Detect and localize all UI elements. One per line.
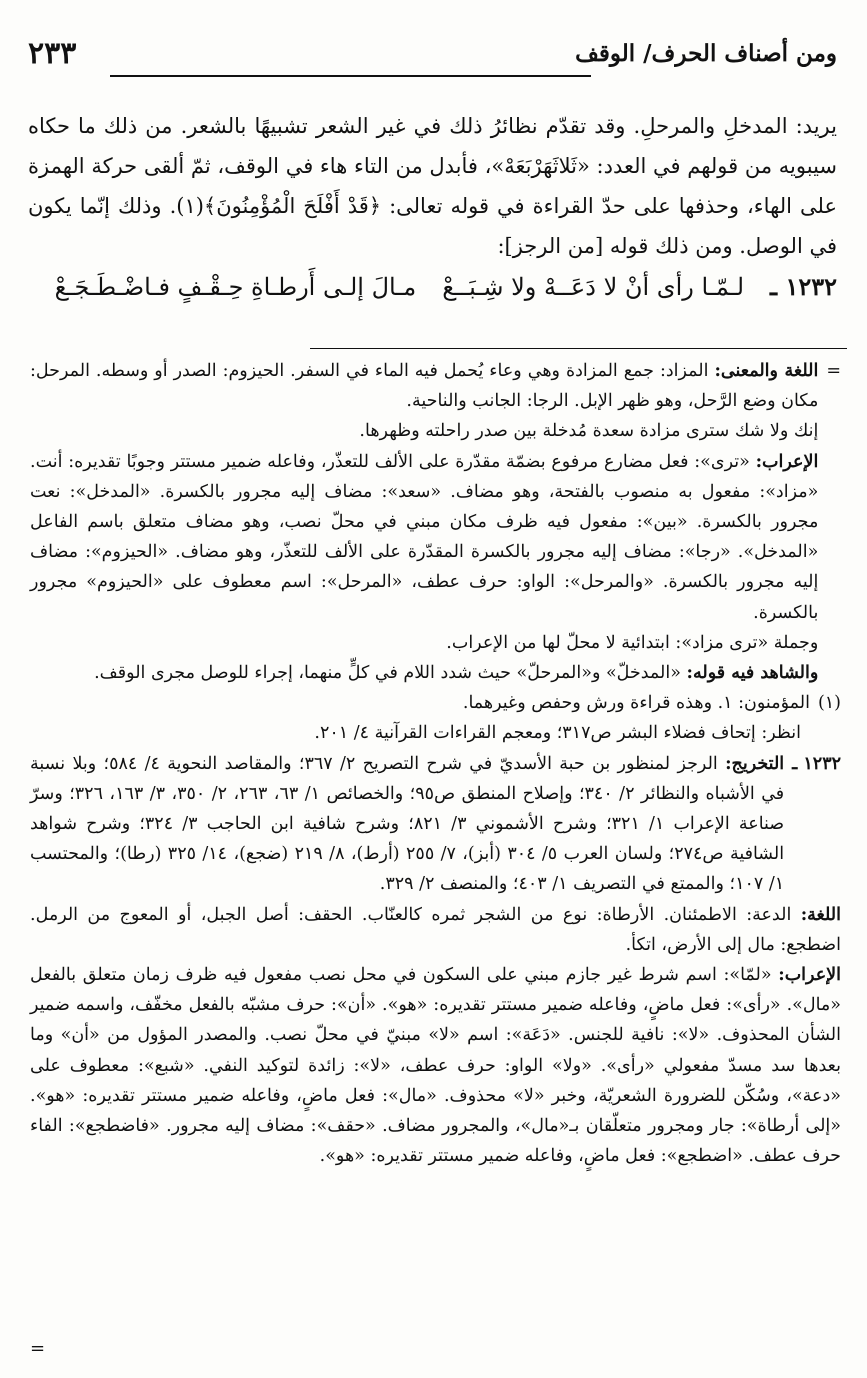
lugha-label: اللغة والمعنى: <box>714 361 819 381</box>
header-rule <box>110 75 591 77</box>
page-number: ٢٣٣ <box>28 36 77 71</box>
irab-label: الإعراب: <box>755 451 819 472</box>
continued-note-body <box>30 356 818 688</box>
shahid-section <box>30 658 818 688</box>
irab-text: «ترى»: فعل مضارع مرفوع بضمّة مقدّرة على الألف للتعذّر، وفاعله ضمير مستتر وجوبًا تقديره: أنت. «مزاد»: مفعول به منصوب بالفتحة، وهو مضاف. «سعد»: مضاف إليه مجرور بالكسرة. «المدخل»: نعت مجرور بالكسرة. «بين»: مفعول فيه ظرف مكان مبني في محلّ نصب، وهو مضاف متعلق باسم الفاعل «المدخل». «رجا»: مضاف إليه مجرور بالكسرة المقدّرة على الألف للتعذّر، وهو مضاف. «الحيزوم»: مضاف إليه مجرور بالكسرة. «والمرحل»: الواو: حرف عطف، «المرحل»: اسم معطوف على «الحيزوم» مجرور بالكسرة. <box>30 451 819 623</box>
main-text <box>28 106 837 301</box>
takhrij-number: ١٢٣٢ ـ <box>792 753 841 774</box>
page-header <box>22 22 841 78</box>
lugha-meaning: إنك ولا شك سترى مزادة سعدة مُدخلة بين صدر راحلته وظهرها. <box>359 421 819 442</box>
continued-note <box>30 356 841 688</box>
shahid-label: والشاهد فيه قوله: <box>686 663 819 684</box>
takhrij-note <box>30 749 841 900</box>
continuation-marker-bottom: = <box>30 1338 46 1359</box>
lugha2-text: الدعة: الاطمئنان. الأرطاة: نوع من الشجر ثمره كالعنّاب. الحقف: أصل الجبل، أو المعوج من الرمل. اضطجع: مال إلى الأرض، اتكأ. <box>30 904 841 955</box>
irab-section <box>30 447 818 628</box>
lugha2-section <box>30 900 841 960</box>
footnote-marker: (١) <box>817 693 841 714</box>
takhrij-label: التخريج: <box>725 753 785 774</box>
main-paragraph: يريد: المدخلِ والمرحلِ. وقد تقدّم نظائرُ ذلك في غير الشعر تشبيهًا بالشعر. من ذلك ما حكاه سيبويه من قولهم في العدد: «ثَلاثَهَرْبَعَهْ»، فأبدل من التاء هاء في الوقف، ثمّ ألقى حركة الهمزة على الهاء، وحذفها على حدّ القراءة في قوله تعالى: ﴿قَدْ أَفْلَحَ الْمُؤْمِنُونَ﴾(١). وذلك إنّما يكون في الوصل. ومن ذلك قوله [من الرجز]: <box>28 114 837 258</box>
footnote-separator <box>310 348 847 349</box>
takhrij-section <box>30 749 784 900</box>
verse-hemistich-second: مـالَ إلـى أَرطـاةِ حِـقْـفٍ فـاضْـطَـجَـعْ <box>54 273 417 301</box>
verse-number: ١٢٣٢ ـ <box>770 272 837 301</box>
footnote-reference: انظر: إتحاف فضلاء البشر ص٣١٧؛ ومعجم القراءات القرآنية ٤/ ٢٠١. <box>314 723 801 744</box>
lugha2-label: اللغة: <box>800 904 841 925</box>
lugha-text: المزاد: جمع المزادة وهي وعاء يُحمل فيه الماء في السفر. الحيزوم: الصدر أو وسطه. المرحل: مكان وضع الرَّحل، وهو ظهر الإبل. الرجا: الجانب والناحية. <box>30 361 819 412</box>
irab2-label: الإعراب: <box>778 965 841 986</box>
verse-line <box>28 272 837 301</box>
shahid-text: «المدخلّ» و«المرحلّ» حيث شدد اللام في كلٍّ منهما، إجراء للوصل مجرى الوقف. <box>94 663 681 684</box>
irab2-section <box>30 960 841 1171</box>
continuation-marker: = <box>826 361 841 381</box>
footnote-1 <box>30 688 841 718</box>
running-title: ومن أصناف الحرف/ الوقف <box>575 40 837 67</box>
irab-sentence: وجملة «ترى مزاد»: ابتدائية لا محلّ لها من الإعراب. <box>446 632 819 653</box>
takhrij-text: الرجز لمنظور بن حبة الأسديّ في شرح التصريح ٢/ ٣٦٧؛ والمقاصد النحوية ٤/ ٥٨٤؛ وبلا نسبة في الأشباه والنظائر ٢/ ٣٤٠؛ وإصلاح المنطق ص٩٥؛ والخصائص ١/ ٦٣، ٢٦٣، ٢/ ٣٥٠، ٣/ ١٦٣، ٣٢٦؛ وسرّ صناعة الإعراب ١/ ٣٢١؛ وشرح الأشموني ٣/ ٨٢١؛ وشرح شافية ابن الحاجب ٣/ ٣٢٤؛ وشرح شواهد الشافية ص٢٧٤؛ ولسان العرب ٥/ ٣٠٤ (أبز)، ٧/ ٢٥٥ (أرط)، ٨/ ٢١٩ (ضجع)، ١٤/ ٣٢٥ (رطا)؛ والمحتسب ١/ ١٠٧؛ والممتع في التصريف ١/ ٤٠٣؛ والمنصف ٢/ ٣٢٩. <box>30 753 785 895</box>
footnotes <box>30 356 841 1171</box>
lugha-section <box>30 356 818 416</box>
verse-hemistich-first: لـمّـا رأى أنْ لا دَعَــهْ ولا شِـبَــعْ <box>442 273 745 301</box>
footnote-text: المؤمنون: ١. وهذه قراءة ورش وحفص وغيرهما. <box>462 693 810 714</box>
irab2-text: «لمّا»: اسم شرط غير جازم مبني على السكون في محل نصب مفعول فيه ظرف زمان متعلق بالفعل «مال». «رأى»: فعل ماضٍ، وفاعله ضمير مستتر تقديره: «هو». «أن»: حرف مشبّه بالفعل مخفّف، واسمه ضمير الشأن المحذوف. «لا»: نافية للجنس. «دَعَة»: اسم «لا» مبنيّ في محلّ نصب. والمصدر المؤول من «أن» وما بعدها سد مسدّ مفعولي «رأى». «ولا» الواو: حرف عطف، «لا»: زائدة لتوكيد النفي. «شبع»: معطوف على «دعة»، وسُكّن للضرورة الشعريّة، وخبر «لا» محذوف. «مال»: فعل ماضٍ، وفاعله ضمير مستتر تقديره: «هو». «إلى أرطاة»: جار ومجرور متعلّقان بـ«مال»، والمجرور مضاف. «حقف»: مضاف إليه مجرور. «فاضطجع»: الفاء حرف عطف. «اضطجع»: فعل ماضٍ، وفاعله ضمير مستتر تقديره: «هو». <box>30 965 841 1167</box>
